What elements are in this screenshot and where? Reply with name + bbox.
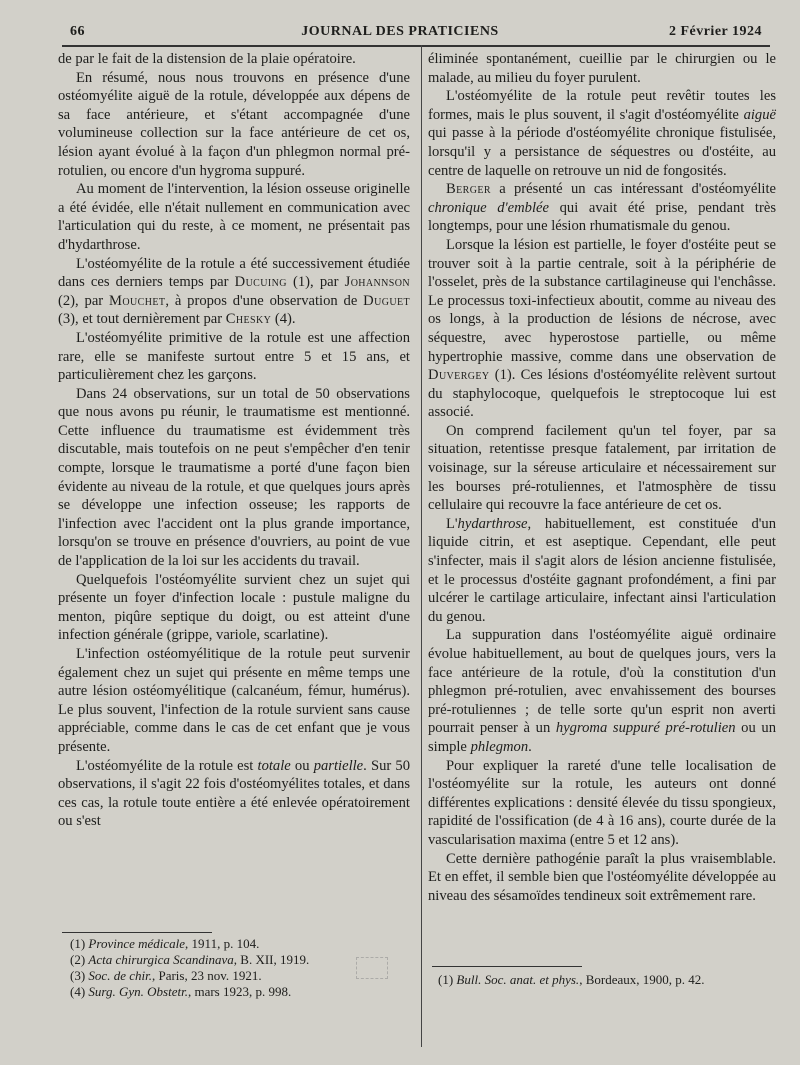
paragraph [58, 255, 410, 329]
left-footnotes [70, 936, 309, 1000]
footnote [70, 936, 309, 952]
text-run: L' [446, 515, 458, 532]
footnote-source: Surg. Gyn. Obstetr. [88, 984, 188, 999]
footnote-source: Province médicale [88, 936, 186, 951]
footnote-detail: , Paris, 23 nov. 1921. [151, 968, 262, 983]
column-divider [421, 45, 422, 1047]
text-run: L'ostéomyélite de la rotule est [76, 757, 258, 774]
footnote-source: Bull. Soc. anat. et phys. [456, 972, 580, 987]
library-stamp [356, 957, 388, 979]
italic-term: hydarthrose [457, 515, 528, 532]
running-header [30, 22, 770, 44]
footnote-detail: , mars 1923, p. 998. [187, 984, 292, 999]
footnote [70, 968, 309, 984]
footnote-detail: , Bordeaux, 1900, p. 42. [579, 972, 705, 987]
footnote-number: (1) [70, 936, 86, 951]
italic-term: hygroma suppuré pré-rotulien [555, 720, 736, 737]
right-column [428, 50, 776, 905]
author-name: Johannson [344, 274, 411, 291]
author-name: Duguet [363, 292, 410, 309]
paragraph: Quelquefois l'ostéomyélite survient chez un sujet qui présente un foyer d'infection locale : pustule maligne du menton, piqûre septique du doigt, ou est atteint d'une infection générale (grippe, variole, scarlatine). [58, 571, 410, 644]
footnote-source: Acta chirurgica Scandinava [88, 952, 234, 967]
text-run: . [528, 738, 532, 755]
italic-term: chronique d'emblée [428, 199, 549, 216]
italic-term: phlegmon [470, 738, 529, 755]
text-run: , à propos d'une observation de [165, 292, 364, 309]
italic-term: totale [257, 757, 291, 774]
paragraph: Au moment de l'intervention, la lésion osseuse originelle a été évidée, elle n'était nullement en communication avec l'articulation qui du reste, à ce moment, ne présentait pas d'hydarthrose. [58, 181, 410, 253]
paragraph: L'infection ostéomyélitique de la rotule peut survenir également chez un sujet qui présente en même temps une autre lésion ostéomyélitique (calcanéum, fémur, humérus). Le plus souvent, l'infection de la rotule survient sans cause appréciable, comme dans le cas de cet enfant que je vous présente. [58, 646, 410, 755]
text-run: (1). Ces lésions d'ostéomyélite relèvent surtout du staphylocoque, quelquefois le streptocoque lui est associé. [428, 367, 776, 421]
right-footnotes [438, 972, 704, 988]
text-run: (4). [271, 311, 296, 328]
text-run: (1), par [286, 274, 345, 291]
paragraph [428, 626, 776, 756]
paragraph [428, 87, 776, 180]
paragraph: On comprend facilement qu'un tel foyer, par sa situation, retentisse presque fatalement, par irritation de voisinage, sur la séreuse articulaire et nécessairement sur les bourses pré-rotuliennes, et l'atmosphère de tissu cellulaire qui recouvre la face antérieure de cet os. [428, 422, 776, 514]
text-run: (2), par [58, 292, 110, 309]
paragraph: Cette dernière pathogénie paraît la plus vraisemblable. Et en effet, il semble bien que l'ostéomyélite développée au niveau des sésamoïdes tendineux soit extrêmement rare. [428, 850, 776, 904]
italic-term: aiguë [743, 106, 776, 123]
author-name: Berger [446, 181, 491, 198]
author-name: Duvergey [428, 367, 490, 384]
footnote-number: (3) [70, 968, 86, 983]
paragraph: Dans 24 observations, sur un total de 50 observations que nous avons pu réunir, le traumatisme est mentionné. Cette influence du traumatisme est évidemment très discutable, mais toutefois on ne peut s'empêcher d'en tenir compte, lorsque le traumatisme a porté d'une façon bien évidente au niveau de la rotule, et que quelques jours après se développe une infection osseuse; les rapports de l'infection avec l'accident ont la plus grande importance, lorsqu'on se trouve en présence d'ouvriers, au point de vue de l'application de la loi sur les accidents du travail. [58, 385, 410, 570]
text-run: a présenté un cas intéressant d'ostéomyélite [490, 181, 776, 198]
text-run: . Sur 50 observations, il s'agit 22 fois d'ostéomyélites totales, et dans ces cas, la rotule toute entière a été enlevée opératoirement ou s'est [58, 757, 411, 830]
page-number: 66 [70, 24, 85, 39]
italic-term: partielle [313, 757, 364, 774]
footnote-number: (2) [70, 952, 86, 967]
author-name: Ducuing [234, 274, 287, 291]
paragraph: L'ostéomyélite primitive de la rotule est une affection rare, elle se manifeste surtout entre 5 et 15 ans, et particulièrement chez les garçons. [58, 329, 410, 384]
text-run: ou un simple [428, 720, 776, 755]
footnote-rule [432, 966, 582, 967]
author-name: Chesky [225, 311, 272, 328]
paragraph [428, 180, 776, 236]
paragraph: En résumé, nous nous trouvons en présence d'une ostéomyélite aiguë de la rotule, développée aux dépens de sa face antérieure, et s'étant accompagnée d'une volumineuse collection sur la face antérieure de cet os, lésion ayant évolué à la façon d'un phlegmon normal pré-rotulien, ou encore d'un hygroma suppuré. [58, 69, 410, 179]
text-run: L'ostéomyélite de la rotule a été successivement étudiée dans ces derniers temps par [58, 255, 410, 291]
paragraph: de par le fait de la distension de la plaie opératoire. [58, 51, 356, 67]
footnote-detail: , B. XII, 1919. [233, 952, 310, 967]
paragraph [428, 515, 776, 627]
text-run: La suppuration dans l'ostéomyélite aiguë ordinaire évolue habituellement, au bout de quelques jours, vers la face antérieure de la rotule, d'où la constitution d'un phlegmon pré-rotulien, avec envahissement des bourses pré-rotuliennes ; de telle sorte qu'un esprit non averti pourrait penser à un [428, 627, 776, 737]
footnote-rule [62, 932, 212, 933]
text-run: (3), et tout dernièrement par [58, 311, 226, 328]
footnote-number: (1) [438, 972, 454, 987]
footnote-source: Soc. de chir. [88, 968, 152, 983]
text-run: L'ostéomyélite de la rotule peut revêtir toutes les formes, mais le plus souvent, il s'agit d'ostéomyélite [428, 88, 776, 123]
paragraph [428, 236, 776, 422]
text-run: Lorsque la lésion est partielle, le foyer d'ostéite peut se trouver soit à la partie centrale, soit à la périphérie de l'osselet, près de la substance cartilagineuse qui l'enchâsse. Le processus toxi-infectieux aboutit, comme au niveau des os longs, à la production de lésions de nécrose, avec séquestre, avec hyperostose partielle, ou même hypertrophie massive, comme dans une observation de [428, 236, 776, 365]
footnote [70, 984, 309, 1000]
text-run: qui avait été prise, pendant très longtemps, pour une lésion rhumatismale du genou. [428, 199, 776, 235]
author-name: Mouchet [109, 292, 166, 309]
issue-date: 2 Février 1924 [668, 24, 762, 39]
text-run: , habituellement, est constituée d'un liquide citrin, et est aseptique. Cependant, elle peut s'infecter, mais il s'agit alors de lésion ancienne fistulisée, et le processus d'ostéite gagnant profondément, a fini par ulcérer le cartilage articulaire, infectant ainsi l'articulation du genou. [428, 515, 776, 625]
header-rule [62, 45, 770, 47]
paragraph: Pour expliquer la rareté d'une telle localisation de l'ostéomyélite sur la rotule, les auteurs ont donné différentes explications : densité élevée du tissu spongieux, rapidité de l'ossification (de 4 à 16 ans), courte durée de la vascularisation maxima (entre 5 et 12 ans). [428, 757, 776, 848]
footnote [70, 952, 309, 968]
footnote-detail: , 1911, p. 104. [185, 936, 260, 951]
footnote [438, 972, 704, 988]
paragraph [58, 757, 410, 831]
left-column [58, 50, 410, 831]
footnote-number: (4) [70, 984, 86, 999]
paragraph: éliminée spontanément, cueillie par le chirurgien ou le malade, au milieu du foyer purulent. [428, 51, 776, 86]
journal-title: JOURNAL DES PRATICIENS [301, 24, 499, 39]
text-run: qui passe à la période d'ostéomyélite chronique fistulisée, lorsqu'il y a persistance de séquestres ou d'ostéite, au centre de laquelle on retrouve un nid de fongosités. [428, 125, 776, 179]
text-run: ou [290, 757, 314, 774]
